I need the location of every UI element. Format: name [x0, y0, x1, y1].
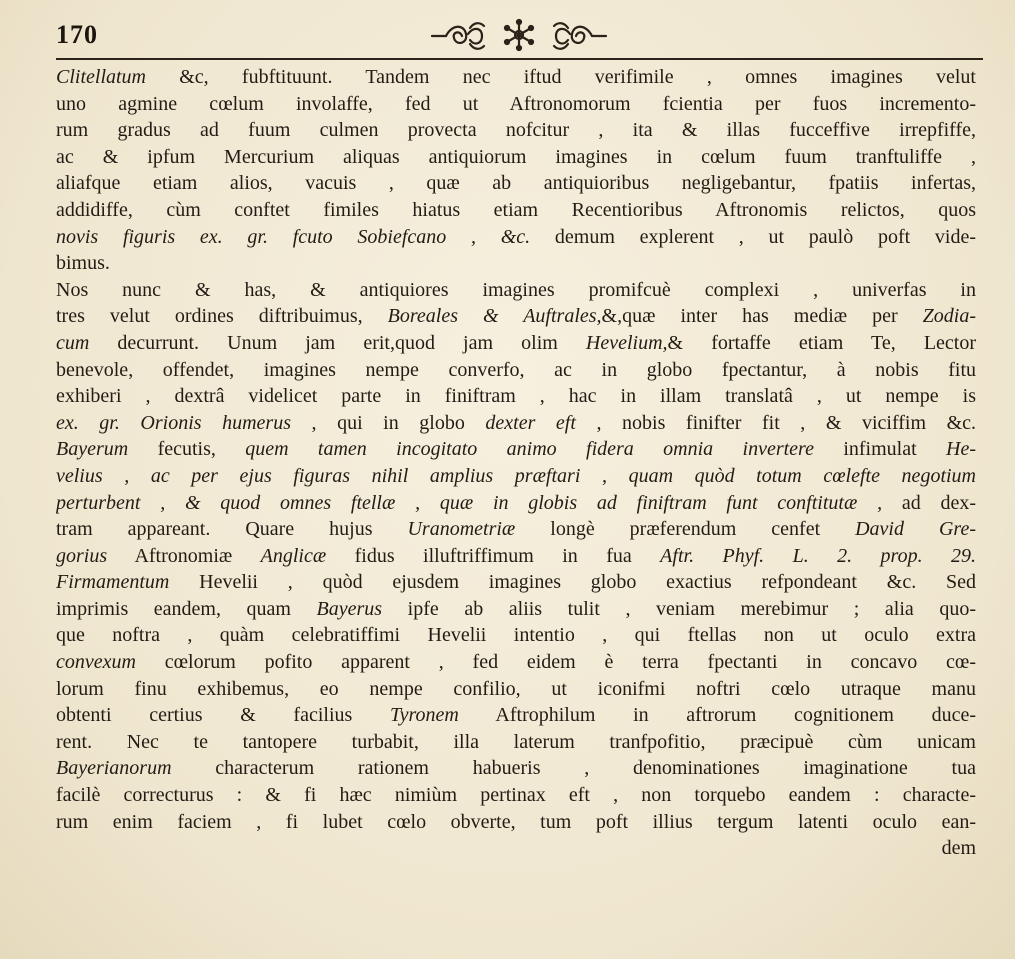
italic-text: Bayerianorum: [56, 757, 172, 780]
text-segment: tram appareant. Quare hujus: [56, 518, 408, 541]
text-segment: ac & ipfum Mercurium aliquas antiquiorum imagines in cœlum fuum tranftuliffe ,: [56, 145, 976, 168]
text-segment: lorum finu exhibemus, eo nempe confilio, ut iconifmi noftri cœlo utraque manu: [56, 677, 976, 700]
text-segment: Aftrophilum in aftrorum cognitionem duce-: [458, 704, 976, 727]
text-segment: obtenti certius & facilius: [56, 704, 390, 727]
text-line: [56, 383, 976, 410]
italic-text: dexter eft: [485, 411, 576, 434]
italic-text: velius , ac per ejus figuras nihil amplius præftari , quam quòd totum cœlefte negotium: [56, 464, 976, 487]
text-segment: exhiberi , dextrâ videlicet parte in finiftram , hac in illam translatâ , ut nempe is: [56, 385, 976, 408]
text-segment: fidus illuftriffimum in fua: [326, 544, 661, 567]
text-line: [56, 463, 976, 490]
text-segment: decurrunt. Unum jam erit,quod jam olim: [89, 331, 586, 354]
text-line: [56, 64, 976, 91]
italic-text: quem tamen incogitato animo fidera omnia invertere: [245, 438, 814, 461]
text-segment: aliafque etiam alios, vacuis , quæ ab antiquioribus negligebantur, fpatiis infertas,: [56, 172, 976, 195]
text-line: [56, 144, 976, 171]
text-line: [56, 835, 976, 862]
text-line: [56, 91, 976, 118]
page-header: [56, 12, 983, 62]
italic-text: Hevelium,: [585, 331, 668, 354]
text-segment: ad dex-: [882, 491, 976, 514]
text-segment: bimus.: [56, 252, 110, 275]
header-rule: [56, 58, 983, 60]
text-segment: Hevelii , quòd ejusdem imagines globo exactius refpondeant &c. Sed: [169, 571, 976, 594]
text-line: [56, 702, 976, 729]
text-line: [56, 303, 976, 330]
text-line: [56, 330, 976, 357]
body-text: [56, 64, 976, 862]
italic-text: He-: [946, 438, 976, 461]
italic-text: ex. gr. Orionis humerus: [56, 411, 291, 434]
italic-text: Tyronem: [389, 704, 459, 727]
text-line: [56, 436, 976, 463]
text-segment: uno agmine cœlum involaffe, fed ut Aftronomorum fcientia per fuos incremento-: [56, 92, 976, 115]
text-line: [56, 649, 976, 676]
text-segment: , nobis finifter fit , & viciffim &c.: [575, 411, 976, 434]
text-line: [56, 569, 976, 596]
text-segment: dem: [941, 837, 976, 860]
text-segment: facilè correcturus : & fi hæc nimiùm pertinax eft , non torquebo eandem : characte-: [56, 784, 976, 807]
text-line: [56, 782, 976, 809]
text-line: [56, 410, 976, 437]
text-line: [56, 596, 976, 623]
text-segment: , qui in globo: [290, 411, 486, 434]
italic-text: Clitellatum: [56, 66, 146, 88]
text-segment: rent. Nec te tantopere turbabit, illa laterum tranfpofitio, præcipuè cùm unicam: [56, 730, 976, 753]
text-line: [56, 277, 976, 304]
text-line: [56, 543, 976, 570]
text-line: [56, 516, 976, 543]
text-line: [56, 250, 976, 277]
italic-text: gorius: [56, 544, 108, 567]
italic-text: Anglicæ: [260, 544, 327, 567]
text-line: [56, 622, 976, 649]
text-segment: & fortaffe etiam Te, Lector: [667, 331, 976, 354]
text-line: [56, 224, 976, 251]
text-segment: rum gradus ad fuum culmen provecta nofcitur , ita & illas fucceffive irrepfiffe,: [56, 119, 976, 142]
text-line: [56, 490, 976, 517]
italic-text: novis figuris ex. gr. fcuto Sobiefcano , &c.: [56, 225, 531, 248]
text-segment: addidiffe, cùm conftet fimiles hiatus etiam Recentioribus Aftronomis relictos, quos: [56, 198, 976, 221]
italic-text: David Gre-: [855, 518, 976, 541]
ornament-icon: [424, 16, 614, 54]
italic-text: Firmamentum: [56, 571, 170, 594]
text-line: [56, 117, 976, 144]
page-number: 170: [56, 20, 98, 49]
text-segment: infimulat: [813, 438, 947, 461]
text-line: [56, 676, 976, 703]
text-segment: tres velut ordines diftribuimus,: [56, 305, 388, 328]
italic-text: convexum: [56, 651, 136, 674]
text-segment: benevole, offendet, imagines nempe converfo, ac in globo fpectantur, à nobis fitu: [56, 358, 976, 381]
text-line: [56, 755, 976, 782]
text-segment: fecutis,: [128, 438, 246, 461]
italic-text: Aftr. Phyf. L. 2. prop. 29.: [660, 544, 976, 567]
text-segment: rum enim faciem , fi lubet cœlo obverte, tum poft illius tergum latenti oculo ean-: [56, 810, 976, 833]
text-segment: longè præferendum cenfet: [515, 518, 856, 541]
text-line: [56, 809, 976, 836]
italic-text: Bayerum: [56, 438, 129, 461]
text-segment: characterum rationem habueris , denominationes imaginatione tua: [171, 757, 976, 780]
italic-text: cum: [56, 331, 90, 354]
text-line: [56, 357, 976, 384]
italic-text: perturbent , & quod omnes ftellæ , quæ in globis ad finiftram funt conftitutæ ,: [56, 491, 883, 514]
text-segment: Nos nunc & has, & antiquiores imagines promifcuè complexi , univerfas in: [56, 278, 976, 301]
text-segment: &,quæ inter has mediæ per: [601, 305, 923, 328]
text-segment: ipfe ab aliis tulit , veniam merebimur ; alia quo-: [382, 597, 976, 620]
italic-text: Zodia-: [922, 305, 976, 328]
italic-text: Boreales & Auftrales,: [387, 305, 602, 328]
text-line: [56, 197, 976, 224]
text-segment: cœlorum pofito apparent , fed eidem è terra fpectanti in concavo cœ-: [135, 651, 976, 674]
italic-text: Uranometriæ: [407, 518, 516, 541]
text-line: [56, 729, 976, 756]
text-segment: demum explerent , ut paulò poft vide-: [530, 225, 976, 248]
text-segment: imprimis eandem, quam: [56, 597, 317, 620]
text-segment: que noftra , quàm celebratiffimi Hevelii intentio , qui ftellas non ut oculo extra: [56, 624, 976, 647]
italic-text: Bayerus: [316, 597, 383, 620]
text-line: [56, 170, 976, 197]
text-segment: Aftronomiæ: [107, 544, 261, 567]
text-segment: &c, fubftituunt. Tandem nec iftud verifimile , omnes imagines velut: [146, 66, 976, 88]
